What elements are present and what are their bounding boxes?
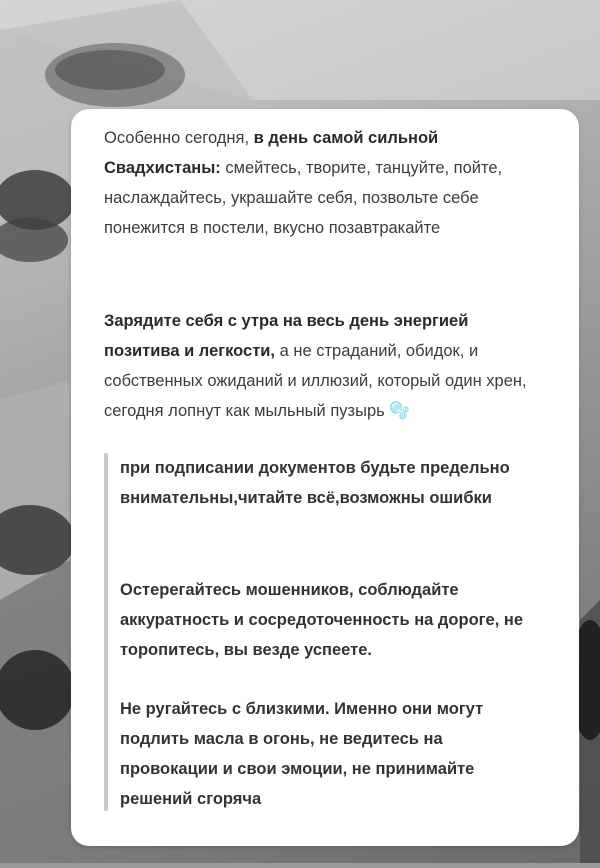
text-card [71,109,579,846]
quote-item-family: Не ругайтесь с близкими. Именно они могут подлить масла в огонь, не ведитесь на провокации и свои эмоции, не принимайте решений сгоряча [120,700,484,808]
paragraph-intro-lead: Особенно сегодня, [104,129,254,147]
quote-bar [104,453,108,811]
quote-item-documents: при подписании документов будьте предельно внимательны,читайте всё,возможны ошибки [120,459,510,507]
bubble-icon: 🫧 [389,402,410,420]
paragraph-energy-bold: Зарядите себя с утра на весь день энергией позитива и легкости, [104,312,469,360]
paragraph-energy [104,306,544,426]
paragraph-intro-rest: смейтесь, творите, танцуйте, пойте, наслаждайтесь, украшайте себя, позвольте себе понежится в постели, вкусно позавтракайте [104,159,503,237]
paragraph-intro [104,123,544,243]
paragraph-intro-bold: в день самой сильной Свадхистаны: [104,129,439,177]
quote-item-fraud: Остерегайтесь мошенников, соблюдайте аккуратность и сосредоточенность на дороге, не торопитесь, вы везде успеете. [120,581,524,659]
paragraph-energy-rest: а не страданий, обидок, и собственных ожиданий и иллюзий, который один хрен, сегодня лопнут как мыльный пузырь [104,342,527,420]
